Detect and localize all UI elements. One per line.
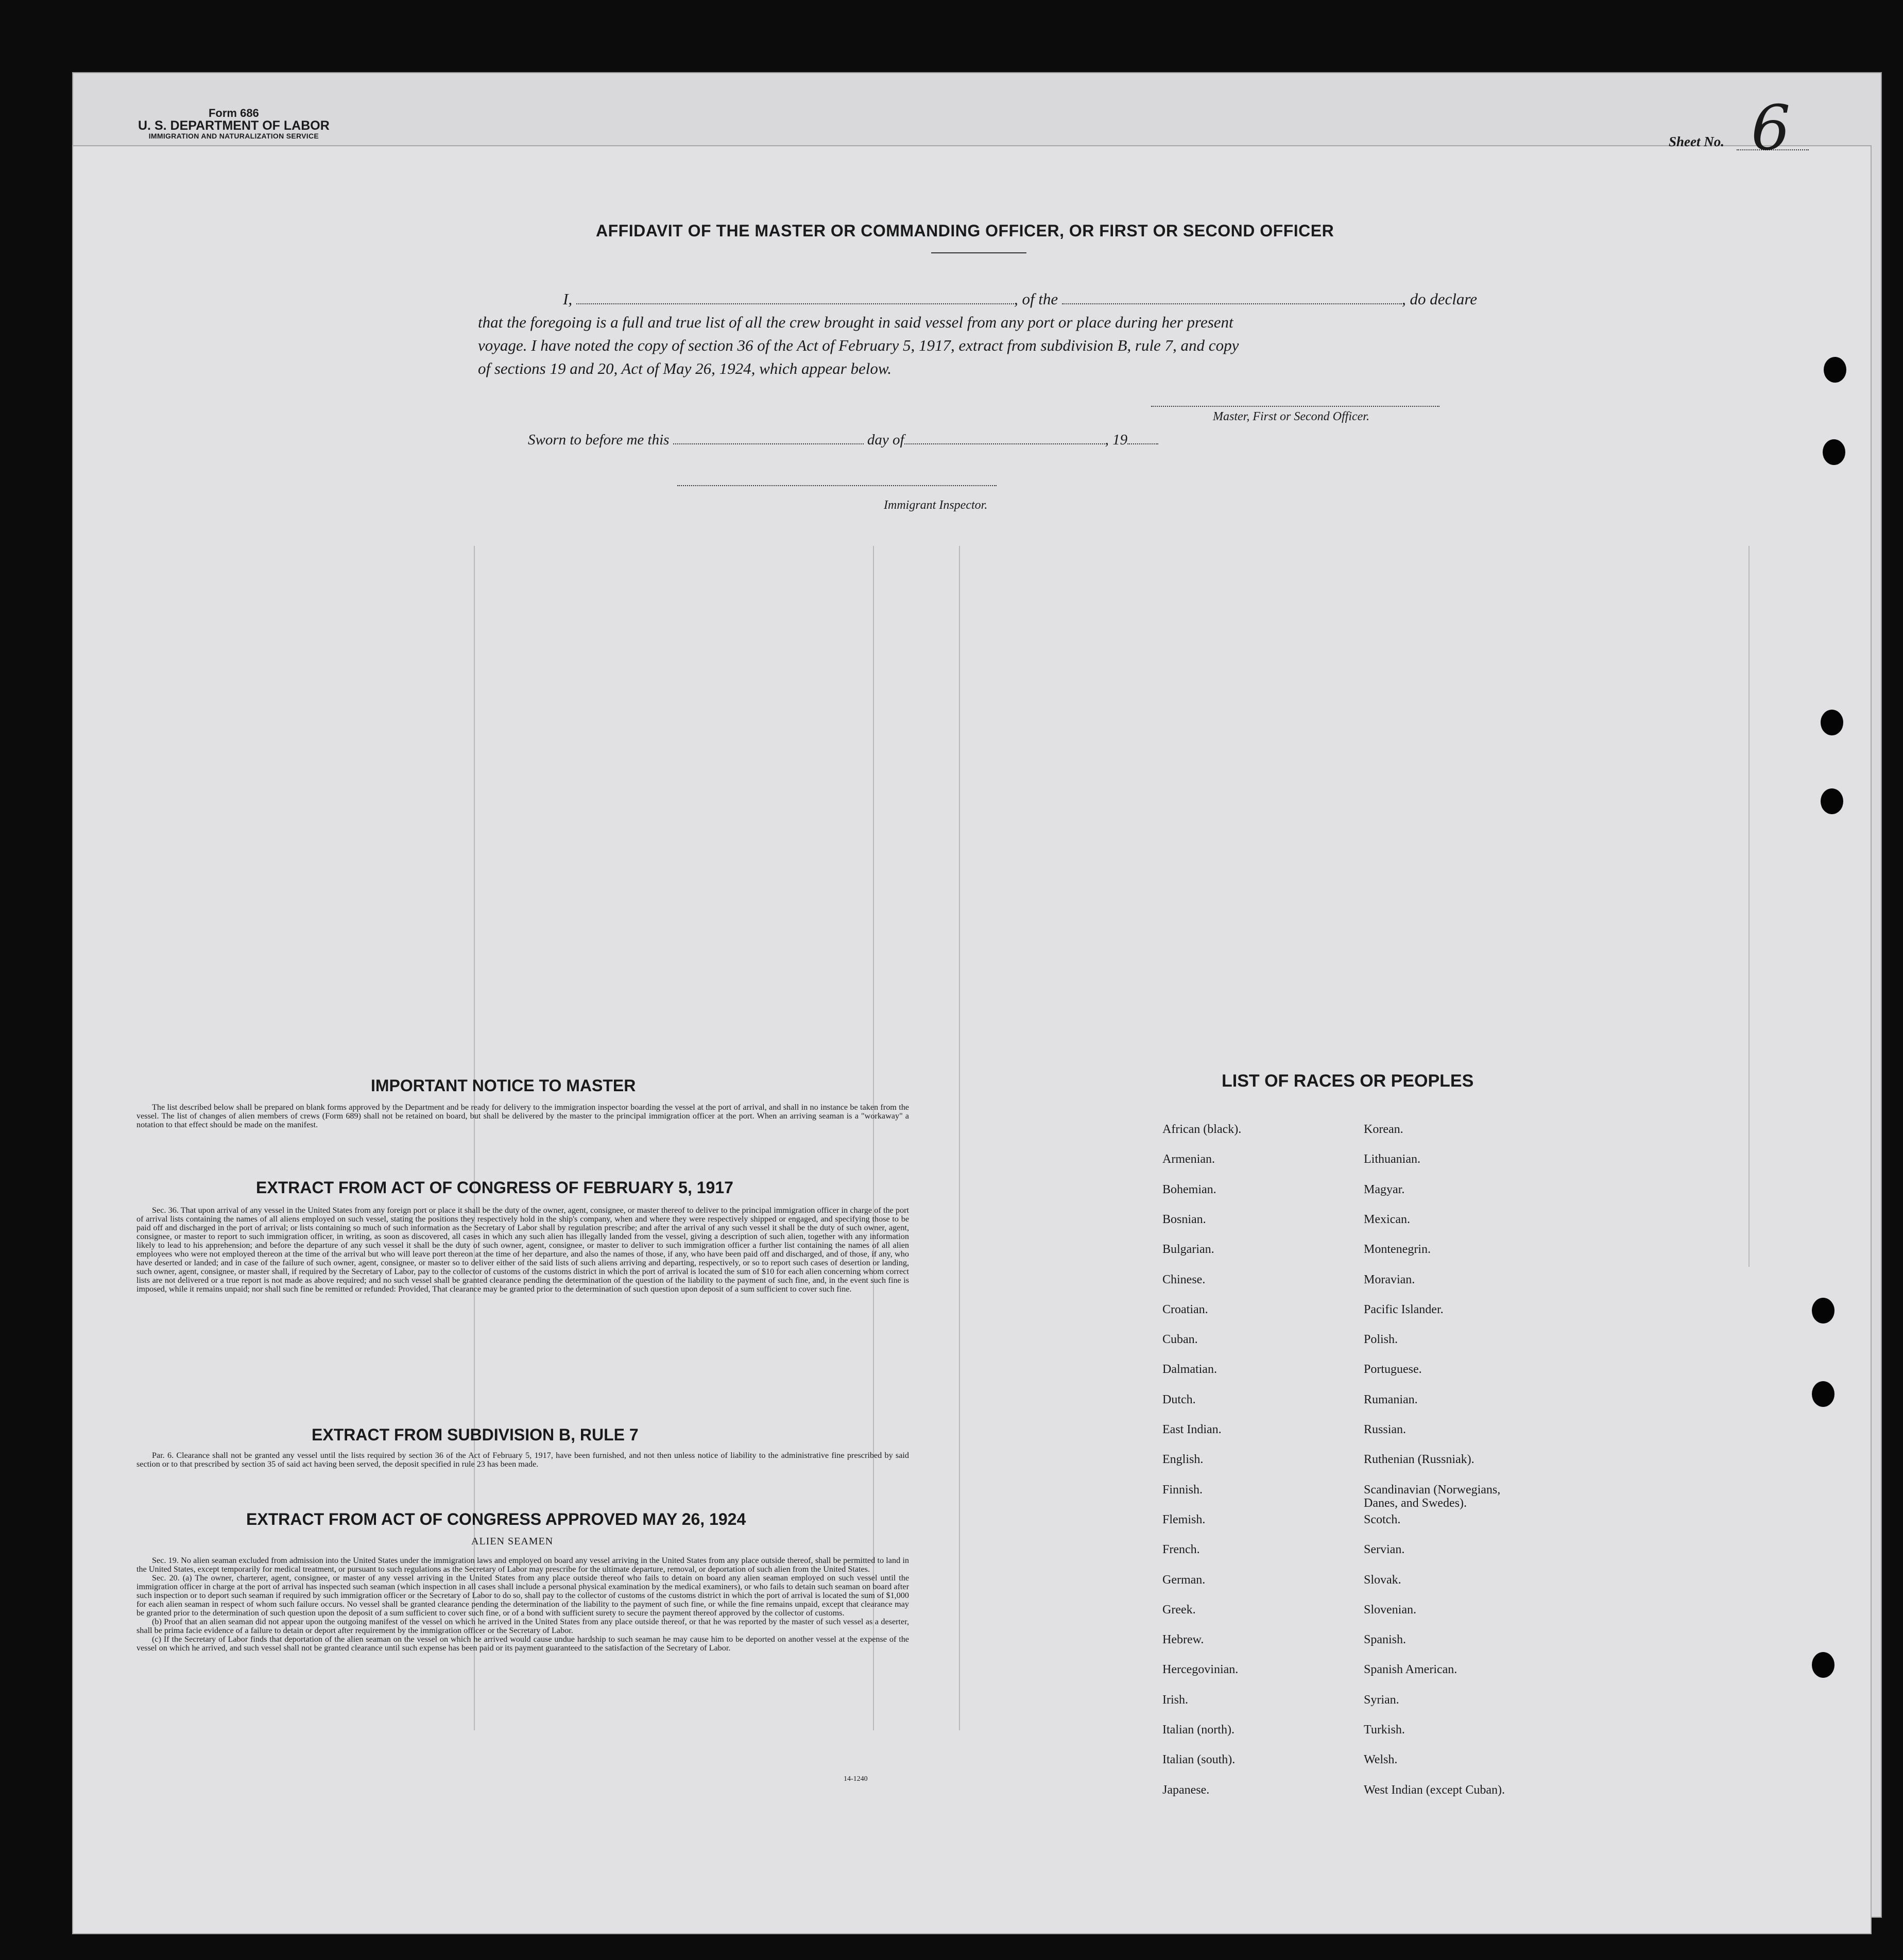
races-title: LIST OF RACES OR PEOPLES <box>1222 1071 1474 1091</box>
race-item: Bosnian. <box>1162 1212 1206 1226</box>
race-item: Cuban. <box>1162 1333 1198 1347</box>
race-item: Flemish. <box>1162 1512 1206 1526</box>
punch-hole <box>1812 1652 1835 1678</box>
affidavit-line4: of sections 19 and 20, Act of May 26, 1924, which appear below. <box>478 359 892 377</box>
race-item: Scandinavian (Norwegians, Danes, and Swedes). <box>1364 1483 1501 1510</box>
ghost-rule <box>959 546 960 1730</box>
race-item: Bohemian. <box>1162 1182 1216 1196</box>
race-item: Rumanian. <box>1364 1392 1418 1406</box>
ghost-rule <box>873 546 874 1730</box>
affidavit-declare: , do declare <box>1401 290 1477 308</box>
sworn-month-field[interactable] <box>904 443 1105 444</box>
race-item: Armenian. <box>1162 1153 1215 1166</box>
master-name-field[interactable] <box>576 303 1014 304</box>
vessel-name-field[interactable] <box>1062 303 1402 304</box>
rule7-title: EXTRACT FROM SUBDIVISION B, RULE 7 <box>312 1425 639 1444</box>
sheet-label: Sheet No. <box>1669 134 1724 149</box>
race-item: Slovak. <box>1364 1573 1401 1587</box>
affidavit-line2: that the foregoing is a full and true list of all the crew brought in said vessel from any port or place during her present <box>478 313 1233 331</box>
inspector-signature-line[interactable] <box>677 485 997 486</box>
race-item: Italian (north). <box>1162 1723 1235 1737</box>
race-item: Pacific Islander. <box>1364 1302 1444 1316</box>
race-item: Greek. <box>1162 1603 1196 1617</box>
signature-line[interactable] <box>1151 406 1439 407</box>
sworn-year-prefix: , 19 <box>1105 432 1128 448</box>
alien-seamen-subtitle: ALIEN SEAMEN <box>471 1536 554 1547</box>
department-name: U. S. DEPARTMENT OF LABOR <box>138 118 330 133</box>
race-item: Syrian. <box>1364 1693 1399 1707</box>
race-item: Finnish. <box>1162 1483 1203 1497</box>
race-item: Mexican. <box>1364 1212 1410 1226</box>
sworn-day-of: day of <box>867 432 904 448</box>
inspector-label: Immigrant Inspector. <box>884 498 988 512</box>
race-item: Spanish American. <box>1364 1663 1458 1677</box>
race-item: Korean. <box>1364 1123 1403 1136</box>
ghost-rule <box>474 546 475 1730</box>
punch-hole <box>1821 788 1843 814</box>
race-item: Dutch. <box>1162 1392 1196 1406</box>
race-item: Ruthenian (Russniak). <box>1364 1453 1475 1467</box>
race-item: Irish. <box>1162 1693 1188 1707</box>
race-item: Scotch. <box>1364 1512 1401 1526</box>
race-item: German. <box>1162 1573 1206 1587</box>
notice-title: IMPORTANT NOTICE TO MASTER <box>371 1076 636 1095</box>
affidavit-i: I, <box>563 290 573 308</box>
punch-hole <box>1812 1381 1835 1407</box>
sworn-day-field[interactable] <box>673 443 864 444</box>
form-number: Form 686 <box>208 107 259 119</box>
section-20a-paragraph: Sec. 20. (a) The owner, charterer, agent, consignee, or master of any vessel arriving in the United States from any place outside thereof who fails to detain on board any alien seaman employed on such vessel until the immigration officer in charge at the port of arrival has inspected such seaman (which inspection in all cases shall include a personal physical examination by the medical examiners), or who fails to detain such seaman on board after such inspection or to deport such seaman if required by such immigration officer or the Secretary of Labor to do so, shall pay to the collector of customs of the customs district in which the port of arrival is located the sum of $1,000 for each alien seaman in respect of whom such failure occurs. No vessel shall be granted clearance pending the determination of the liability to the payment of such fine, or while the fine remains unpaid, except that clearance may be granted prior to the determination of such question upon the deposit of a sum sufficient to cover such fine, or of a bond with sufficient surety to secure the payment thereof approved by the collector of customs. <box>136 1573 909 1618</box>
race-item: Bulgarian. <box>1162 1243 1214 1257</box>
form-identifier <box>138 107 330 140</box>
race-item: Italian (south). <box>1162 1753 1236 1767</box>
affidavit-title: AFFIDAVIT OF THE MASTER OR COMMANDING OFFICER, OR FIRST OR SECOND OFFICER <box>596 221 1334 240</box>
race-item: Turkish. <box>1364 1723 1405 1737</box>
extract-1917-text <box>136 1206 909 1294</box>
punch-hole <box>1812 1298 1835 1323</box>
title-rule <box>931 252 1026 253</box>
punch-hole <box>1821 710 1843 735</box>
race-item: Welsh. <box>1364 1753 1398 1767</box>
rule7-paragraph: Par. 6. Clearance shall not be granted any vessel until the lists required by section 36 of the Act of February 5, 1917, have been furnished, and not then unless notice of liability to the administrative fine prescribed by said section or to that prescribed by section 35 of said act having been served, the deposit specified in rule 23 has been made. <box>136 1451 909 1469</box>
race-item: Hercegovinian. <box>1162 1663 1239 1677</box>
race-item: Japanese. <box>1162 1783 1210 1797</box>
sworn-text: Sworn to before me this <box>528 432 670 448</box>
race-item: Chinese. <box>1162 1273 1206 1286</box>
ghost-rule <box>1748 546 1750 1267</box>
race-item: West Indian (except Cuban). <box>1364 1783 1505 1797</box>
race-item: Portuguese. <box>1364 1363 1422 1377</box>
form-sheet <box>72 145 1872 1934</box>
race-item: Polish. <box>1364 1333 1398 1347</box>
punch-hole <box>1824 357 1846 383</box>
race-item: Hebrew. <box>1162 1633 1204 1647</box>
race-item: Russian. <box>1364 1423 1407 1436</box>
sworn-line <box>528 432 1158 449</box>
signature-label: Master, First or Second Officer. <box>1213 410 1369 423</box>
sworn-year-field[interactable] <box>1127 443 1158 444</box>
extract-1924-text <box>136 1556 909 1653</box>
punch-hole <box>1823 439 1845 465</box>
race-item: French. <box>1162 1543 1200 1557</box>
section-20b-paragraph: (b) Proof that an alien seaman did not appear upon the outgoing manifest of the vessel on which he arrived in the United States from any place outside thereof, or that he was reported by the master of such vessel as a deserter, shall be prima facie evidence of a failure to detain or deport after requirement by the immigration officer or the Secretary of Labor. <box>136 1617 909 1635</box>
affidavit-text <box>478 287 1477 380</box>
section-20c-paragraph: (c) If the Secretary of Labor finds that deportation of the alien seaman on the vessel on which he arrived would cause undue hardship to such seaman he may cause him to be deported on another vessel at the expense of the vessel on which he arrived, and such vessel shall not be granted clearance until such expense has been paid or its payment guaranteed to the satisfaction of the Secretary of Labor. <box>136 1635 909 1653</box>
race-item: Croatian. <box>1162 1302 1208 1316</box>
rule7-text <box>136 1451 909 1469</box>
race-item: African (black). <box>1162 1123 1242 1136</box>
print-number: 14-1240 <box>844 1775 868 1783</box>
race-item: Moravian. <box>1364 1273 1415 1286</box>
affidavit-line1 <box>478 287 1477 311</box>
extract-1917-title: EXTRACT FROM ACT OF CONGRESS OF FEBRUARY 5, 1917 <box>256 1178 733 1197</box>
affidavit-of-the: , of the <box>1014 290 1058 308</box>
notice-text <box>136 1103 909 1129</box>
service-name: IMMIGRATION AND NATURALIZATION SERVICE <box>148 132 319 141</box>
section-19-paragraph: Sec. 19. No alien seaman excluded from admission into the United States under the immigration laws and employed on board any vessel arriving in the United States from any place outside thereof, shall be permitted to land in the United States, except temporarily for medical treatment, or pursuant to such regulations as the Secretary of Labor may prescribe for the ultimate departure, removal, or deportation of such alien from the United States. <box>136 1556 909 1574</box>
race-item: Servian. <box>1364 1543 1405 1557</box>
sheet-number: 6 <box>1751 93 1791 164</box>
race-item: Magyar. <box>1364 1182 1405 1196</box>
race-item: East Indian. <box>1162 1423 1222 1436</box>
race-item: Lithuanian. <box>1364 1153 1420 1166</box>
affidavit-line3: voyage. I have noted the copy of section 36 of the Act of February 5, 1917, extract from subdivision B, rule 7, and copy <box>478 336 1239 354</box>
race-item: Montenegrin. <box>1364 1243 1431 1257</box>
race-item: Slovenian. <box>1364 1603 1416 1617</box>
section-36-paragraph: Sec. 36. That upon arrival of any vessel in the United States from any foreign port or place it shall be the duty of the owner, agent, consignee, or master thereof to deliver to the principal immigration officer in charge of the port of arrival lists containing the names of all aliens employed on such vessel, stating the positions they respectively hold in the ship's company, when and where they were respectively shipped or engaged, and specifying those to be paid off and discharged in the port of arrival; or lists containing so much of such information as the Secretary of Labor shall by regulation prescribe; and after the arrival of any such vessel it shall be the duty of such owner, agent, consignee, or master to report to such immigration officer, in writing, as soon as discovered, all cases in which any such alien has illegally landed from the vessel, giving a description of such alien, together with any information likely to lead to his apprehension; and before the departure of any such vessel it shall be the duty of such owner, agent, consignee, or master to deliver to such immigration officer a further list containing the names of all alien employees who were not employed thereon at the time of the arrival but who will leave port thereon at the time of her departure, and also the names of those, if any, who have been paid off and discharged, and of those, if any, who have deserted or landed; and in case of the failure of such owner, agent, consignee, or master so to deliver either of the said lists of such aliens arriving and departing, respectively, or so to report such cases of desertion or landing, such owner, agent, consignee, or master shall, if required by the Secretary of Labor, pay to the collector of customs of the customs district in which the port of arrival is located the sum of $10 for each alien concerning whom correct lists are not delivered or a true report is not made as above required; and no such vessel shall be granted clearance pending the determination of the question of the liability to the payment of such fine, and, in the event such fine is imposed, while it remains unpaid; nor shall such fine be remitted or refunded: Provided, That clearance may be granted prior to the determination of such question upon deposit of a sum sufficient to cover such fine. <box>136 1206 909 1294</box>
notice-paragraph: The list described below shall be prepared on blank forms approved by the Department and be ready for delivery to the immigration inspector boarding the vessel at the port of arrival, and shall in no instance be taken from the vessel. The list of changes of alien members of crews (Form 689) shall not be retained on board, but shall be delivered by the master to the principal immigration officer at the port. When an arriving seaman is a "workaway" a notation to that effect should be made on the manifest. <box>136 1103 909 1129</box>
race-item: English. <box>1162 1453 1204 1467</box>
race-item: Dalmatian. <box>1162 1363 1217 1377</box>
extract-1924-title: EXTRACT FROM ACT OF CONGRESS APPROVED MAY 26, 1924 <box>246 1510 746 1528</box>
race-item: Spanish. <box>1364 1633 1407 1647</box>
